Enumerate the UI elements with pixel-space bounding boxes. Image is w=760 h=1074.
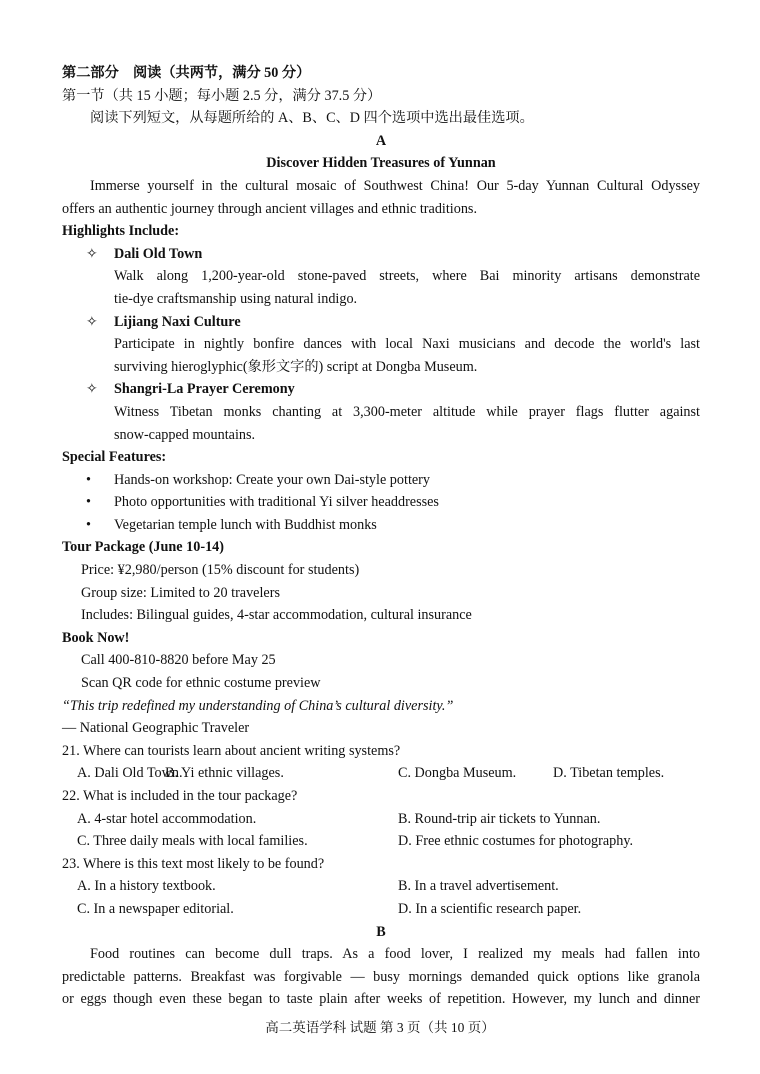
diamond-icon: ✧ [86, 381, 98, 398]
exam-page [62, 62, 700, 1011]
highlight-item [62, 378, 700, 401]
bullet-icon: • [86, 516, 91, 533]
highlights-heading: Highlights Include: [62, 223, 180, 240]
option: A. 4-star hotel accommodation. [77, 810, 257, 827]
highlight-text: Walk along 1,200-year-old stone-paved streets, where Bai minority artisans demonstrate [114, 268, 700, 285]
diamond-icon: ✧ [86, 245, 98, 262]
passage-b-line: or eggs though even these began to taste plain after weeks of repetition. However, my lunch and dinner [62, 991, 700, 1008]
option: A. Dali Old Town. [77, 765, 183, 782]
feature-text: Photo opportunities with traditional Yi silver headdresses [114, 494, 439, 511]
quote-source: — National Geographic Traveler [62, 720, 250, 737]
highlight-text: surviving hieroglyphic(象形文字的) script at Dongba Museum. [114, 358, 478, 375]
features-heading: Special Features: [62, 449, 167, 466]
question-stem: 21. Where can tourists learn about ancient writing systems? [62, 742, 401, 759]
part-heading: 第二部分 阅读（共两节，满分 50 分） [62, 65, 311, 81]
highlight-name: Lijiang Naxi Culture [114, 313, 241, 330]
feature-text: Vegetarian temple lunch with Buddhist monks [114, 516, 377, 533]
question-options [62, 898, 700, 921]
highlight-item [62, 243, 700, 266]
diamond-icon: ✧ [86, 313, 98, 330]
option: C. Dongba Museum. [398, 765, 517, 782]
question-options [62, 808, 700, 831]
option: A. In a history textbook. [77, 878, 216, 895]
option: B. In a travel advertisement. [398, 878, 559, 895]
highlight-text: Participate in nightly bonfire dances with local Naxi musicians and decode the world's last [114, 336, 700, 353]
passage-b-line: predictable patterns. Breakfast was forgivable — busy mornings demanded quick options like granola [62, 968, 700, 985]
passage-a-title: Discover Hidden Treasures of Yunnan [266, 155, 496, 172]
option: D. Tibetan temples. [553, 765, 665, 782]
bullet-icon: • [86, 471, 91, 488]
question-options [62, 875, 700, 898]
highlight-name: Dali Old Town [114, 245, 203, 262]
question-options [62, 762, 700, 785]
question-options [62, 830, 700, 853]
page-footer: 高二英语学科 试题 第 3 页（共 10 页） [265, 1020, 495, 1035]
passage-a-letter: A [375, 132, 387, 149]
book-line: Scan QR code for ethnic costume preview [81, 675, 321, 692]
list-item [62, 491, 700, 514]
highlight-text: tie-dye craftsmanship using natural indigo. [114, 290, 358, 307]
testimonial-quote: “This trip redefined my understanding of China’s cultural diversity.” [62, 697, 454, 714]
highlight-text: snow-capped mountains. [114, 426, 256, 443]
highlight-text: Witness Tibetan monks chanting at 3,300-meter altitude while prayer flags flutter against [114, 403, 700, 420]
question-stem: 22. What is included in the tour package? [62, 788, 298, 804]
feature-text: Hands-on workshop: Create your own Dai-style pottery [114, 471, 430, 488]
passage-b-letter: B [376, 923, 386, 940]
option: B. Yi ethnic villages. [165, 765, 284, 782]
question-stem: 23. Where is this text most likely to be found? [62, 855, 325, 872]
package-line: Price: ¥2,980/person (15% discount for students) [81, 562, 360, 579]
highlight-item [62, 311, 700, 334]
list-item [62, 514, 700, 537]
package-line: Includes: Bilingual guides, 4-star accommodation, cultural insurance [81, 607, 472, 624]
package-line: Group size: Limited to 20 travelers [81, 584, 280, 601]
option: C. In a newspaper editorial. [77, 900, 234, 917]
book-line: Call 400-810-8820 before May 25 [81, 652, 276, 669]
highlight-name: Shangri-La Prayer Ceremony [114, 381, 295, 398]
list-item [62, 469, 700, 492]
option: B. Round-trip air tickets to Yunnan. [398, 810, 601, 827]
intro-line: offers an authentic journey through ancient villages and ethnic traditions. [62, 200, 477, 217]
section-heading: 第一节（共 15 小题；每小题 2.5 分，满分 37.5 分） [62, 87, 382, 104]
passage-b-line: Food routines can become dull traps. As a food lover, I realized my meals had fallen into [90, 946, 700, 963]
package-heading: Tour Package (June 10-14) [62, 539, 224, 556]
option: D. Free ethnic costumes for photography. [398, 833, 634, 850]
intro-line: Immerse yourself in the cultural mosaic of Southwest China! Our 5-day Yunnan Cultural Odyssey [90, 177, 700, 194]
option: D. In a scientific research paper. [398, 900, 582, 917]
bullet-icon: • [86, 494, 91, 511]
book-heading: Book Now! [62, 629, 130, 646]
option: C. Three daily meals with local families. [77, 833, 308, 850]
instruction: 阅读下列短文，从每题所给的 A、B、C、D 四个选项中选出最佳选项。 [90, 110, 534, 127]
